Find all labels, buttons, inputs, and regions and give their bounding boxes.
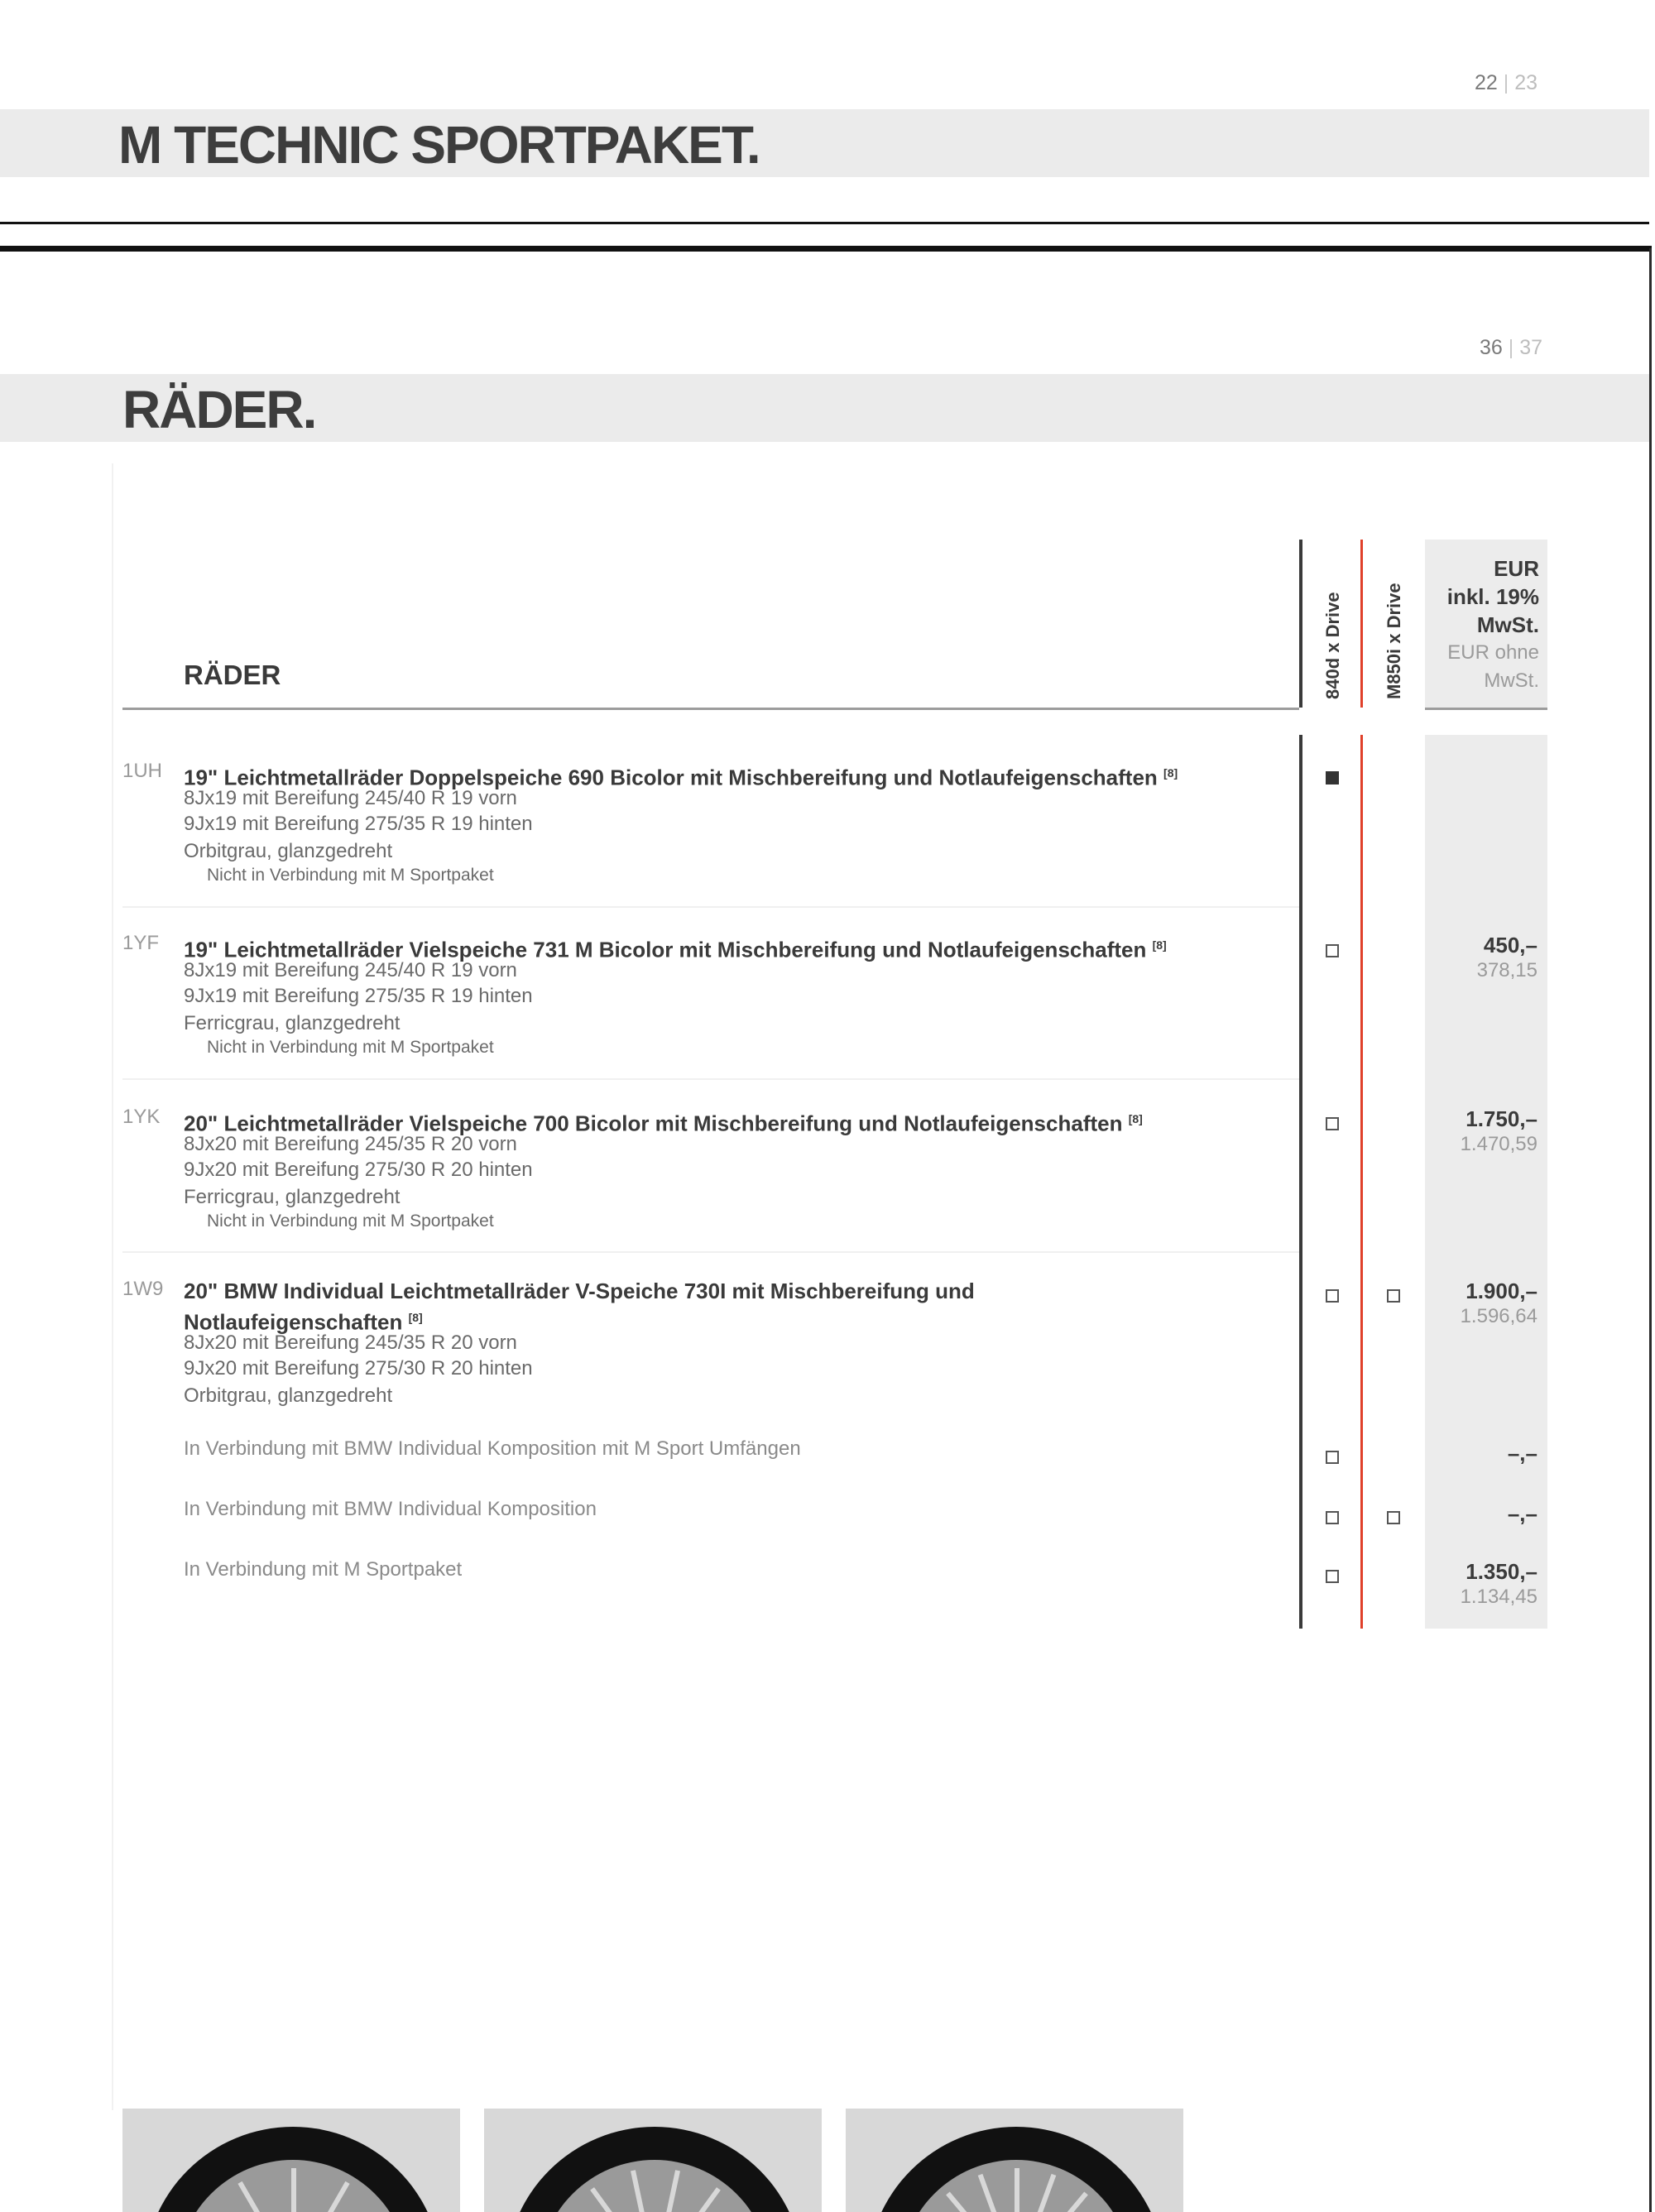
option-detail-color: Orbitgrau, glanzgedreht xyxy=(184,840,393,862)
option-note: Nicht in Verbindung mit M Sportpaket xyxy=(207,1212,494,1231)
option-checkbox-840d[interactable] xyxy=(1326,1117,1339,1130)
column-840d-divider xyxy=(1299,540,1302,708)
option-code: 1UH xyxy=(122,760,163,782)
row-divider xyxy=(122,1078,1299,1080)
option-detail-rear: 9Jx20 mit Bereifung 275/30 R 20 hinten xyxy=(184,1357,533,1380)
table-header-rule-price xyxy=(1425,708,1547,710)
wheel-image-1 xyxy=(122,2109,460,2212)
page-edge-left xyxy=(112,463,113,2110)
column-m850i-divider xyxy=(1360,540,1363,708)
option-code: 1YF xyxy=(122,932,160,954)
price-cell: 1.750,– 1.470,59 xyxy=(1460,1106,1537,1155)
wheel-image-3 xyxy=(846,2109,1183,2212)
page-edge-right xyxy=(1649,248,1652,2212)
variant1-checkbox-840d[interactable] xyxy=(1326,1451,1339,1464)
option-detail-front: 8Jx20 mit Bereifung 245/35 R 20 vorn xyxy=(184,1133,517,1155)
section-title-m-technic: M TECHNIC SPORTPAKET. xyxy=(118,115,760,175)
option-variant-individual-m-sport: In Verbindung mit BMW Individual Komposition mit M Sport Umfängen xyxy=(184,1437,801,1460)
option-detail-color: Ferricgrau, glanzgedreht xyxy=(184,1012,401,1034)
variant3-checkbox-840d[interactable] xyxy=(1326,1570,1339,1583)
option-detail-color: Orbitgrau, glanzgedreht xyxy=(184,1384,393,1407)
variant2-price: –,– xyxy=(1507,1501,1537,1526)
option-code: 1W9 xyxy=(122,1278,164,1300)
option-title: 20" Leichtmetallräder Vielspeiche 700 Bicolor mit Mischbereifung und Notlaufeigenschaften [8] xyxy=(184,1111,1143,1136)
option-detail-front: 8Jx20 mit Bereifung 245/35 R 20 vorn xyxy=(184,1332,517,1354)
section-title-raeder: RÄDER. xyxy=(122,380,316,439)
column-header-m850i: M850i x Drive xyxy=(1384,583,1404,699)
variant1-price: –,– xyxy=(1507,1441,1537,1466)
price-cell: 450,– 378,15 xyxy=(1476,933,1537,981)
divider-thin xyxy=(0,222,1649,224)
option-detail-front: 8Jx19 mit Bereifung 245/40 R 19 vorn xyxy=(184,959,517,981)
price-column-header: EUR inkl. 19% MwSt. EUR ohne MwSt. xyxy=(1446,556,1539,692)
divider-thick xyxy=(0,246,1652,252)
option-detail-rear: 9Jx19 mit Bereifung 275/35 R 19 hinten xyxy=(184,985,533,1007)
option-detail-rear: 9Jx20 mit Bereifung 275/30 R 20 hinten xyxy=(184,1159,533,1181)
wheel-image-2 xyxy=(484,2109,822,2212)
option-note: Nicht in Verbindung mit M Sportpaket xyxy=(207,1038,494,1057)
option-detail-front: 8Jx19 mit Bereifung 245/40 R 19 vorn xyxy=(184,787,517,809)
column-header-840d: 840d x Drive xyxy=(1322,592,1343,699)
option-note: Nicht in Verbindung mit M Sportpaket xyxy=(207,866,494,885)
table-row-1uh xyxy=(122,760,1299,892)
option-code: 1YK xyxy=(122,1106,161,1128)
table-row-1w9 xyxy=(122,1278,1299,1625)
option-variant-individual: In Verbindung mit BMW Individual Komposition xyxy=(184,1498,597,1520)
option-title: 19" Leichtmetallräder Doppelspeiche 690 Bicolor mit Mischbereifung und Notlaufeigenschaften [8] xyxy=(184,765,1178,790)
option-checkbox-m850i[interactable] xyxy=(1387,1289,1400,1303)
standard-marker-840d xyxy=(1326,771,1339,785)
rim-spoke xyxy=(291,2168,296,2212)
column-m850i-divider-body xyxy=(1360,735,1363,1629)
variant2-checkbox-m850i[interactable] xyxy=(1387,1511,1400,1524)
option-title: 19" Leichtmetallräder Vielspeiche 731 M Bicolor mit Mischbereifung und Notlaufeigenschaften [8] xyxy=(184,937,1167,962)
table-header-rule xyxy=(122,708,1299,710)
row-divider xyxy=(122,906,1299,908)
variant2-checkbox-840d[interactable] xyxy=(1326,1511,1339,1524)
option-detail-rear: 9Jx19 mit Bereifung 275/35 R 19 hinten xyxy=(184,813,533,835)
rim-spoke xyxy=(1015,2168,1019,2212)
variant3-price: 1.350,– 1.134,45 xyxy=(1460,1559,1537,1608)
page-number-wheels: 36 | 37 xyxy=(1480,336,1543,359)
option-detail-color: Ferricgrau, glanzgedreht xyxy=(184,1186,401,1208)
table-row-1yf xyxy=(122,932,1299,1064)
row-divider xyxy=(122,1251,1299,1253)
page-number-top: 22 | 23 xyxy=(1475,71,1538,94)
price-column-bg xyxy=(1425,735,1547,1629)
option-checkbox-840d[interactable] xyxy=(1326,1289,1339,1303)
table-header-label: RÄDER xyxy=(184,660,281,690)
option-variant-m-sportpaket: In Verbindung mit M Sportpaket xyxy=(184,1558,463,1581)
price-cell: 1.900,– 1.596,64 xyxy=(1460,1279,1537,1327)
table-row-1yk xyxy=(122,1106,1299,1238)
option-checkbox-840d[interactable] xyxy=(1326,944,1339,957)
column-840d-divider-body xyxy=(1299,735,1302,1629)
option-title: 20" BMW Individual Leichtmetallräder V-Speiche 730I mit Mischbereifung und Notlaufeigenschaften [8] xyxy=(184,1279,975,1335)
